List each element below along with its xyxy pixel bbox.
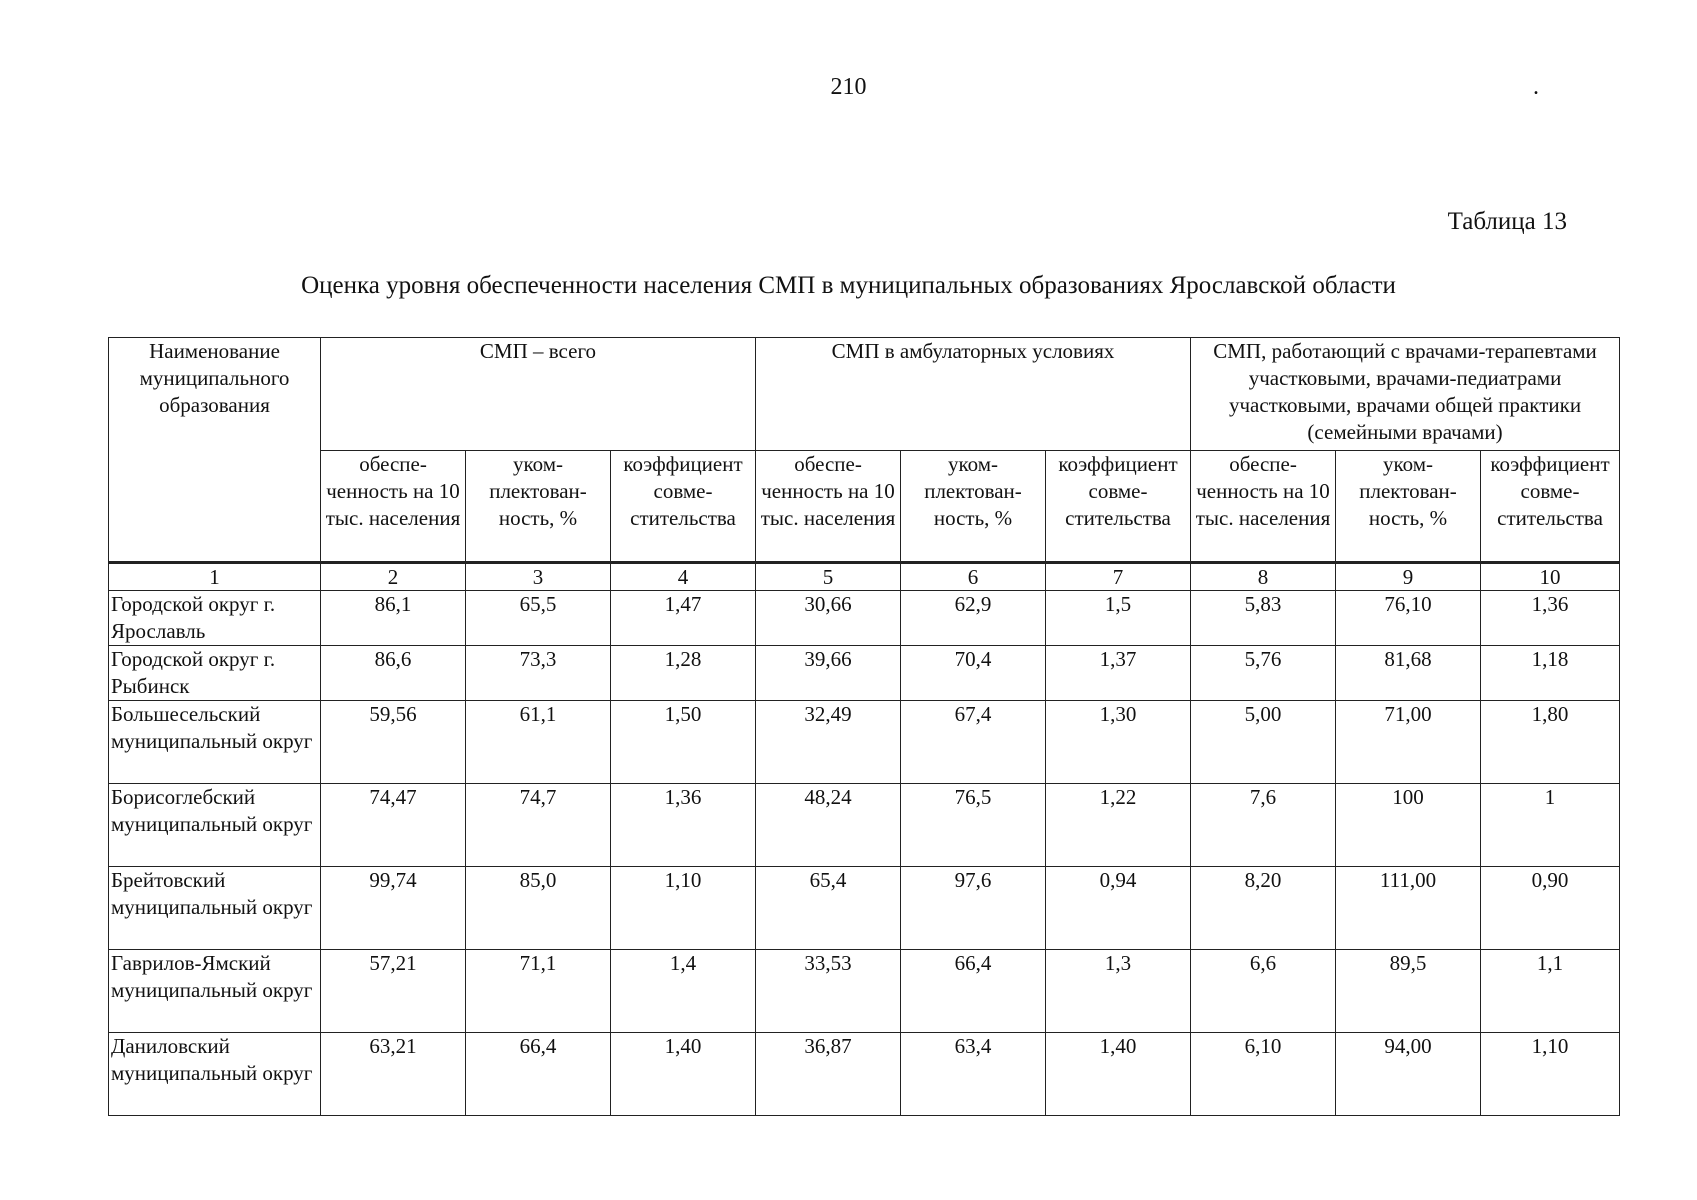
table-row	[109, 784, 1620, 867]
table-cell: 73,3	[466, 646, 611, 701]
table-cell: 81,68	[1336, 646, 1481, 701]
table-cell: 1,4	[611, 950, 756, 1033]
table-cell: 62,9	[901, 591, 1046, 646]
table-row	[109, 867, 1620, 950]
column-number-row	[109, 563, 1620, 591]
table-header	[109, 338, 1620, 563]
sub-header: уком-плектован-ность, %	[1336, 451, 1481, 563]
column-number: 2	[321, 563, 466, 591]
sub-header: обеспе-ченность на 10 тыс. населения	[756, 451, 901, 563]
table-cell: 1,5	[1046, 591, 1191, 646]
table-cell: 1	[1481, 784, 1620, 867]
column-number: 3	[466, 563, 611, 591]
table-cell: 1,47	[611, 591, 756, 646]
table-cell: 33,53	[756, 950, 901, 1033]
table-cell: 8,20	[1191, 867, 1336, 950]
table-cell: 1,50	[611, 701, 756, 784]
sub-header: уком-плектован-ность, %	[466, 451, 611, 563]
page-number: 210	[830, 74, 867, 100]
table-cell: 66,4	[901, 950, 1046, 1033]
municipality-name: Городской округ г. Рыбинск	[109, 646, 321, 701]
municipality-name: Большесельский муниципальный округ	[109, 701, 321, 784]
table-cell: 1,36	[611, 784, 756, 867]
table-cell: 5,00	[1191, 701, 1336, 784]
table-cell: 48,24	[756, 784, 901, 867]
table-cell: 1,3	[1046, 950, 1191, 1033]
column-number: 6	[901, 563, 1046, 591]
table-cell: 70,4	[901, 646, 1046, 701]
table-cell: 66,4	[466, 1033, 611, 1116]
name-column-header: Наименование муниципального образования	[109, 338, 321, 563]
table-cell: 99,74	[321, 867, 466, 950]
table-label: Таблица 13	[1447, 208, 1567, 235]
table-cell: 74,47	[321, 784, 466, 867]
group-header: СМП – всего	[321, 338, 756, 451]
table-cell: 6,6	[1191, 950, 1336, 1033]
table-cell: 5,76	[1191, 646, 1336, 701]
table-body	[109, 563, 1620, 1116]
column-number: 10	[1481, 563, 1620, 591]
group-header-row	[109, 338, 1620, 451]
table-cell: 1,30	[1046, 701, 1191, 784]
column-number: 4	[611, 563, 756, 591]
table-cell: 86,1	[321, 591, 466, 646]
municipality-name: Гаврилов-Ямский муниципальный округ	[109, 950, 321, 1033]
table-cell: 59,56	[321, 701, 466, 784]
table-cell: 0,94	[1046, 867, 1191, 950]
table-cell: 89,5	[1336, 950, 1481, 1033]
table-cell: 1,1	[1481, 950, 1620, 1033]
table-cell: 74,7	[466, 784, 611, 867]
table-cell: 0,90	[1481, 867, 1620, 950]
table-cell: 6,10	[1191, 1033, 1336, 1116]
table-cell: 36,87	[756, 1033, 901, 1116]
table-cell: 61,1	[466, 701, 611, 784]
table-cell: 86,6	[321, 646, 466, 701]
table-cell: 76,5	[901, 784, 1046, 867]
table-cell: 85,0	[466, 867, 611, 950]
table-cell: 71,00	[1336, 701, 1481, 784]
table-row	[109, 1033, 1620, 1116]
table-cell: 57,21	[321, 950, 466, 1033]
table-cell: 67,4	[901, 701, 1046, 784]
table-cell: 76,10	[1336, 591, 1481, 646]
table-cell: 65,4	[756, 867, 901, 950]
table-title: Оценка уровня обеспеченности населения СМП в муниципальных образованиях Ярославской области	[301, 272, 1396, 299]
sub-header: обеспе-ченность на 10 тыс. населения	[1191, 451, 1336, 563]
table-cell: 71,1	[466, 950, 611, 1033]
sub-header-row	[109, 451, 1620, 563]
table-cell: 1,22	[1046, 784, 1191, 867]
sub-header: коэффициент совме-стительства	[1481, 451, 1620, 563]
table-cell: 32,49	[756, 701, 901, 784]
table-cell: 1,36	[1481, 591, 1620, 646]
data-table	[108, 337, 1620, 1116]
table-row	[109, 950, 1620, 1033]
table-cell: 5,83	[1191, 591, 1336, 646]
column-number: 7	[1046, 563, 1191, 591]
table-cell: 100	[1336, 784, 1481, 867]
sub-header: коэффициент совме-стительства	[1046, 451, 1191, 563]
table-row	[109, 646, 1620, 701]
municipality-name: Брейтовский муниципальный округ	[109, 867, 321, 950]
table-cell: 1,37	[1046, 646, 1191, 701]
group-header: СМП, работающий с врачами-терапевтами участковыми, врачами-педиатрами участковыми, врачами общей практики (семейными врачами)	[1191, 338, 1620, 451]
table-cell: 97,6	[901, 867, 1046, 950]
table-cell: 63,4	[901, 1033, 1046, 1116]
table-cell: 1,10	[611, 867, 756, 950]
municipality-name: Борисоглебский муниципальный округ	[109, 784, 321, 867]
table-cell: 1,80	[1481, 701, 1620, 784]
table-cell: 39,66	[756, 646, 901, 701]
column-number: 5	[756, 563, 901, 591]
municipality-name: Даниловский муниципальный округ	[109, 1033, 321, 1116]
table-cell: 94,00	[1336, 1033, 1481, 1116]
group-header: СМП в амбулаторных условиях	[756, 338, 1191, 451]
table-cell: 63,21	[321, 1033, 466, 1116]
table-cell: 30,66	[756, 591, 901, 646]
table-cell: 1,10	[1481, 1033, 1620, 1116]
table-cell: 1,18	[1481, 646, 1620, 701]
table-cell: 1,28	[611, 646, 756, 701]
municipality-name: Городской округ г. Ярославль	[109, 591, 321, 646]
sub-header: коэффициент совме-стительства	[611, 451, 756, 563]
table-row	[109, 701, 1620, 784]
table-cell: 65,5	[466, 591, 611, 646]
table-cell: 7,6	[1191, 784, 1336, 867]
table-cell: 1,40	[611, 1033, 756, 1116]
column-number: 9	[1336, 563, 1481, 591]
sub-header: уком-плектован-ность, %	[901, 451, 1046, 563]
column-number: 8	[1191, 563, 1336, 591]
table-row	[109, 591, 1620, 646]
table-cell: 111,00	[1336, 867, 1481, 950]
sub-header: обеспе-ченность на 10 тыс. населения	[321, 451, 466, 563]
stray-mark: .	[1533, 74, 1539, 100]
column-number: 1	[109, 563, 321, 591]
table-cell: 1,40	[1046, 1033, 1191, 1116]
